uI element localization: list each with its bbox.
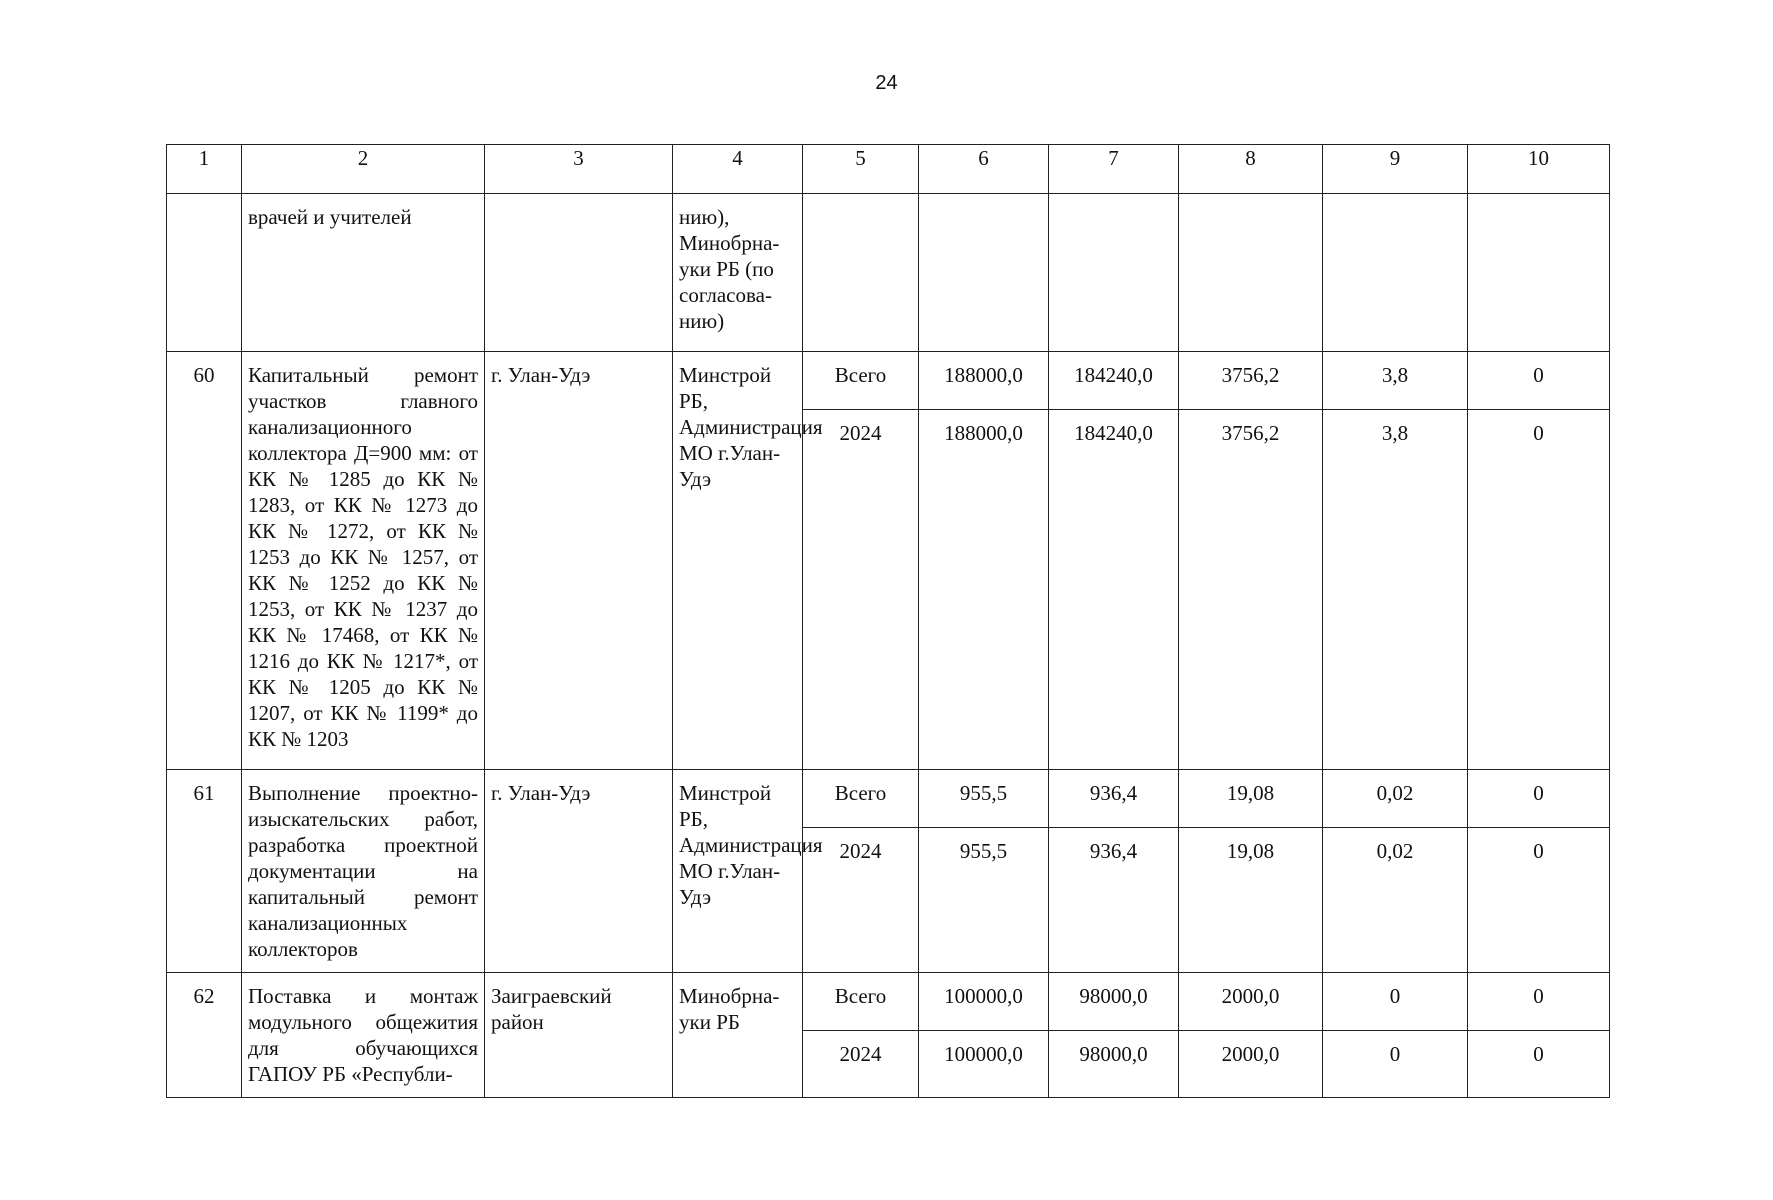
cell-period: 2024 — [803, 1031, 919, 1098]
cell-name: Выполнение проектно-изыскательских работ, разработка проектной документации на капитальный ремонт канализационных коллекторов — [242, 770, 485, 973]
cell-col-10: 0 — [1468, 973, 1610, 1031]
cell-col-8: 19,08 — [1179, 770, 1323, 828]
cell-period: Всего — [803, 352, 919, 410]
header-col-9: 9 — [1323, 145, 1468, 194]
cell-period: 2024 — [803, 410, 919, 770]
header-col-8: 8 — [1179, 145, 1323, 194]
cell-name: Поставка и монтаж модульного общежития для обучающихся ГАПОУ РБ «Республи- — [242, 973, 485, 1098]
cell-col-7: 936,4 — [1049, 828, 1179, 973]
header-row — [167, 145, 1610, 194]
cell-col-9: 3,8 — [1323, 352, 1468, 410]
cell-num: 60 — [167, 352, 242, 770]
header-col-6: 6 — [919, 145, 1049, 194]
cell-col-8: 2000,0 — [1179, 973, 1323, 1031]
table-row-62-total — [167, 973, 1610, 1031]
program-table — [166, 144, 1610, 1098]
cell-col-6: 100000,0 — [919, 973, 1049, 1031]
cell-col-10 — [1468, 194, 1610, 352]
table-row-60-total — [167, 352, 1610, 410]
cell-period — [803, 194, 919, 352]
cell-col-8: 2000,0 — [1179, 1031, 1323, 1098]
header-col-3: 3 — [485, 145, 673, 194]
header-col-2: 2 — [242, 145, 485, 194]
cell-col-7: 98000,0 — [1049, 1031, 1179, 1098]
cell-col-9: 0 — [1323, 1031, 1468, 1098]
cell-name: Капитальный ремонт участков главного канализационного коллектора Д=900 мм: от КК № 1285 до КК № 1283, от КК № 1273 до КК № 1272, от КК № 1253 до КК № 1257, от КК № 1252 до КК № 1253, от КК № 1237 до КК № 17468, от КК № 1216 до КК № 1217*, от КК № 1205 до КК № 1207, от КК № 1199* до КК № 1203 — [242, 352, 485, 770]
cell-col-10: 0 — [1468, 770, 1610, 828]
cell-executor: Минстрой РБ, Администрация МО г.Улан-Удэ — [673, 770, 803, 973]
header-col-5: 5 — [803, 145, 919, 194]
cell-col-9: 3,8 — [1323, 410, 1468, 770]
cell-col-10: 0 — [1468, 410, 1610, 770]
cell-period: 2024 — [803, 828, 919, 973]
cell-col-6: 100000,0 — [919, 1031, 1049, 1098]
cell-name: врачей и учителей — [242, 194, 485, 352]
cell-col-7 — [1049, 194, 1179, 352]
cell-col-10: 0 — [1468, 352, 1610, 410]
table-row-61-total — [167, 770, 1610, 828]
cell-location: Заиграевский район — [485, 973, 673, 1098]
cell-col-7: 98000,0 — [1049, 973, 1179, 1031]
cell-col-10: 0 — [1468, 1031, 1610, 1098]
cell-executor: Минобрна-уки РБ — [673, 973, 803, 1098]
cell-col-6: 955,5 — [919, 770, 1049, 828]
table-row-continuation — [167, 194, 1610, 352]
cell-location: г. Улан-Удэ — [485, 352, 673, 770]
header-col-1: 1 — [167, 145, 242, 194]
cell-col-7: 184240,0 — [1049, 352, 1179, 410]
cell-col-8 — [1179, 194, 1323, 352]
cell-location: г. Улан-Удэ — [485, 770, 673, 973]
header-col-10: 10 — [1468, 145, 1610, 194]
header-col-7: 7 — [1049, 145, 1179, 194]
cell-col-9: 0 — [1323, 973, 1468, 1031]
cell-col-7: 184240,0 — [1049, 410, 1179, 770]
cell-period: Всего — [803, 770, 919, 828]
cell-col-7: 936,4 — [1049, 770, 1179, 828]
cell-col-9: 0,02 — [1323, 828, 1468, 973]
cell-col-6 — [919, 194, 1049, 352]
header-col-4: 4 — [673, 145, 803, 194]
cell-col-10: 0 — [1468, 828, 1610, 973]
page-number: 24 — [875, 72, 898, 94]
cell-executor: Минстрой РБ, Администрация МО г.Улан-Удэ — [673, 352, 803, 770]
cell-num: 62 — [167, 973, 242, 1098]
cell-col-6: 955,5 — [919, 828, 1049, 973]
cell-col-8: 19,08 — [1179, 828, 1323, 973]
cell-executor: нию), Минобрна-уки РБ (по согласова-нию) — [673, 194, 803, 352]
cell-col-9 — [1323, 194, 1468, 352]
cell-col-9: 0,02 — [1323, 770, 1468, 828]
cell-num — [167, 194, 242, 352]
cell-col-6: 188000,0 — [919, 410, 1049, 770]
cell-num: 61 — [167, 770, 242, 973]
cell-col-6: 188000,0 — [919, 352, 1049, 410]
cell-col-8: 3756,2 — [1179, 352, 1323, 410]
cell-period: Всего — [803, 973, 919, 1031]
cell-location — [485, 194, 673, 352]
cell-col-8: 3756,2 — [1179, 410, 1323, 770]
